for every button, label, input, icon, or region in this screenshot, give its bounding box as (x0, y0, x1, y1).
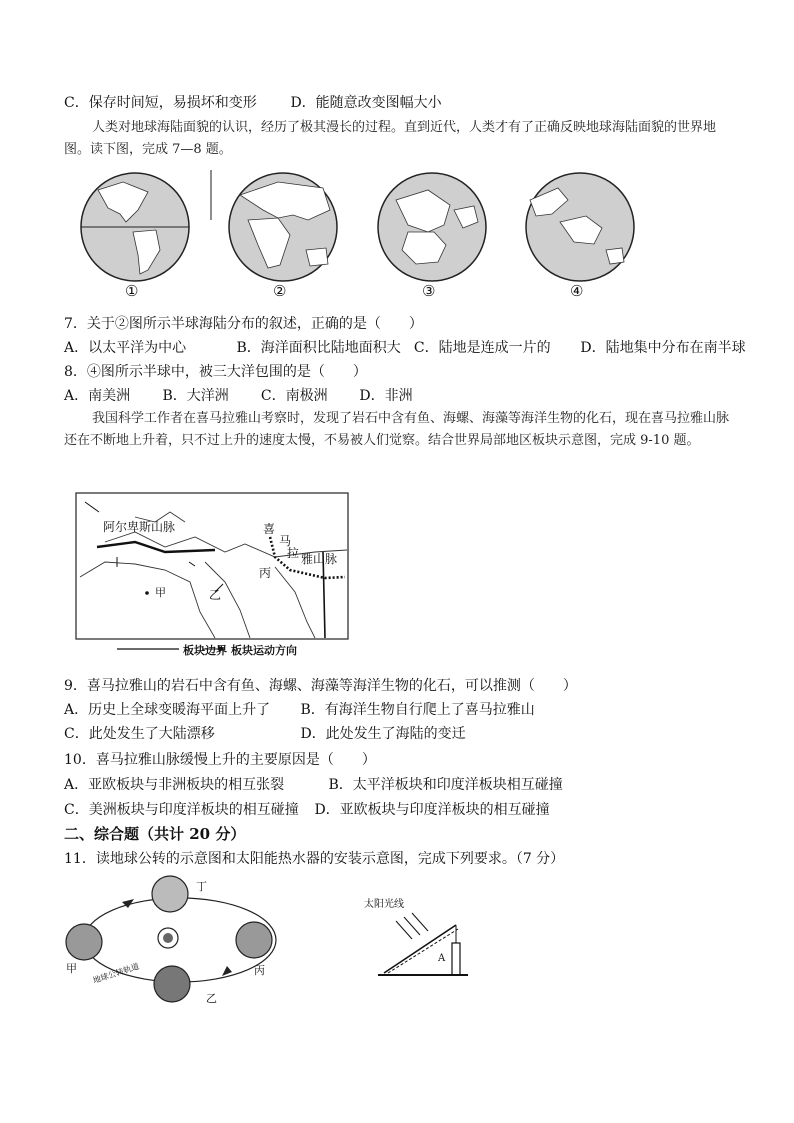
himalaya-label-2: 马 (279, 534, 292, 548)
hemisphere-figure (78, 170, 738, 305)
hemisphere-globes (78, 170, 738, 305)
q9-options-cd (64, 723, 466, 743)
q9-option-c: C．此处发生了大陆漂移 (64, 726, 215, 742)
q8-option-a: A．南美洲 (64, 388, 131, 404)
globe-4 (526, 173, 634, 281)
q8-option-b: B．大洋洲 (162, 388, 229, 404)
q8-options (64, 385, 413, 405)
q9-stem: 9．喜马拉雅山的岩石中含有鱼、海螺、海藻等海洋生物的化石，可以推测（ ） (64, 678, 577, 694)
plate-label-bing: 丙 (259, 566, 272, 580)
himalaya-label-1: 喜 (263, 522, 276, 536)
q10-option-b: B．太平洋板块和印度洋板块相互碰撞 (328, 777, 563, 793)
q10-option-d: D．亚欧板块与印度洋板块的相互碰撞 (314, 802, 550, 818)
q7-option-d: D．陆地集中分布在南半球 (580, 340, 746, 356)
q9-option-d: D．此处发生了海陆的变迁 (300, 726, 466, 742)
orbit-label-jia: 甲 (66, 962, 77, 975)
orbit-label-yi: 乙 (206, 992, 217, 1005)
q11-stem: 11．读地球公转的示意图和太阳能热水器的安装示意图，完成下列要求。（7 分） (64, 851, 565, 867)
q10-option-a: A．亚欧板块与非洲板块的相互张裂 (64, 777, 285, 793)
orbit-label-bing: 丙 (254, 964, 265, 977)
q7-option-a: A．以太平洋为中心 (64, 340, 187, 356)
q7-option-c: C．陆地是连成一片的 (413, 340, 551, 356)
q10-options-ab (64, 774, 563, 794)
q7-option-b: B．海洋面积比陆地面积大 (236, 340, 401, 356)
plate-map (75, 492, 351, 662)
q6-option-d: D．能随意改变图幅大小 (290, 95, 442, 111)
q9-options-ab (64, 699, 535, 719)
q6-option-c: C．保存时间短，易损坏和变形 (64, 95, 257, 111)
q8-option-d: D．非洲 (359, 388, 413, 404)
plate-label-yi: 乙 (209, 588, 222, 602)
legend-direction: 板块运动方向 (231, 644, 297, 657)
q8-option-c: C．南极洲 (260, 388, 328, 404)
legend-boundary: 板块边界 (183, 644, 227, 657)
angle-a-label: A (438, 953, 446, 964)
section-2-heading: 二、综合题（共计 20 分） (64, 825, 246, 843)
himalaya-label-4: 雅山脉 (301, 552, 338, 566)
orbit-diagram (62, 872, 297, 1007)
q10-option-c: C．美洲板块与印度洋板块的相互碰撞 (64, 802, 299, 818)
sunlight-label: 太阳光线 (364, 899, 404, 910)
globe-label-4: ④ (570, 282, 584, 300)
q7-options (64, 337, 746, 357)
intro-7-8: 人类对地球海陆面貌的认识，经历了极其漫长的过程。直到近代，人类才有了正确反映地球海陆面貌的世界地图。读下图，完成 7—8 题。 (64, 120, 717, 157)
q6-options-cd (64, 92, 442, 112)
q9-option-a: A．历史上全球变暖海平面上升了 (64, 702, 271, 718)
q8-stem: 8．④图所示半球中，被三大洋包围的是（ ） (64, 364, 367, 380)
alps-label: 阿尔卑斯山脉 (103, 520, 176, 534)
q10-options-cd (64, 799, 550, 819)
plate-label-jia: 甲 (155, 586, 166, 599)
q9-option-b: B．有海洋生物自行爬上了喜马拉雅山 (300, 702, 535, 718)
globe-3 (378, 173, 486, 281)
himalaya-label-3: 拉 (287, 546, 300, 560)
intro-9-10: 我国科学工作者在喜马拉雅山考察时，发现了岩石中含有鱼、海螺、海藻等海洋生物的化石，现在喜马拉雅山脉还在不断地上升着，只不过上升的速度太慢，不易被人们觉察。结合世界局部地区板块示意图，完成 9-10 题。 (64, 411, 730, 448)
orbit-drawing (62, 872, 297, 1007)
globe-label-1: ① (125, 282, 139, 300)
solar-heater-diagram (360, 895, 472, 985)
q7-stem: 7．关于②图所示半球海陆分布的叙述，正确的是（ ） (64, 316, 423, 332)
globe-2 (229, 173, 337, 281)
globe-label-3: ③ (422, 282, 436, 300)
q10-stem: 10．喜马拉雅山脉缓慢上升的主要原因是（ ） (64, 752, 376, 768)
globe-label-2: ② (273, 282, 287, 300)
globe-1 (81, 173, 189, 281)
orbit-label-ding: 丁 (196, 880, 207, 893)
orbit-track-label: 地球公转轨道 (91, 961, 141, 986)
